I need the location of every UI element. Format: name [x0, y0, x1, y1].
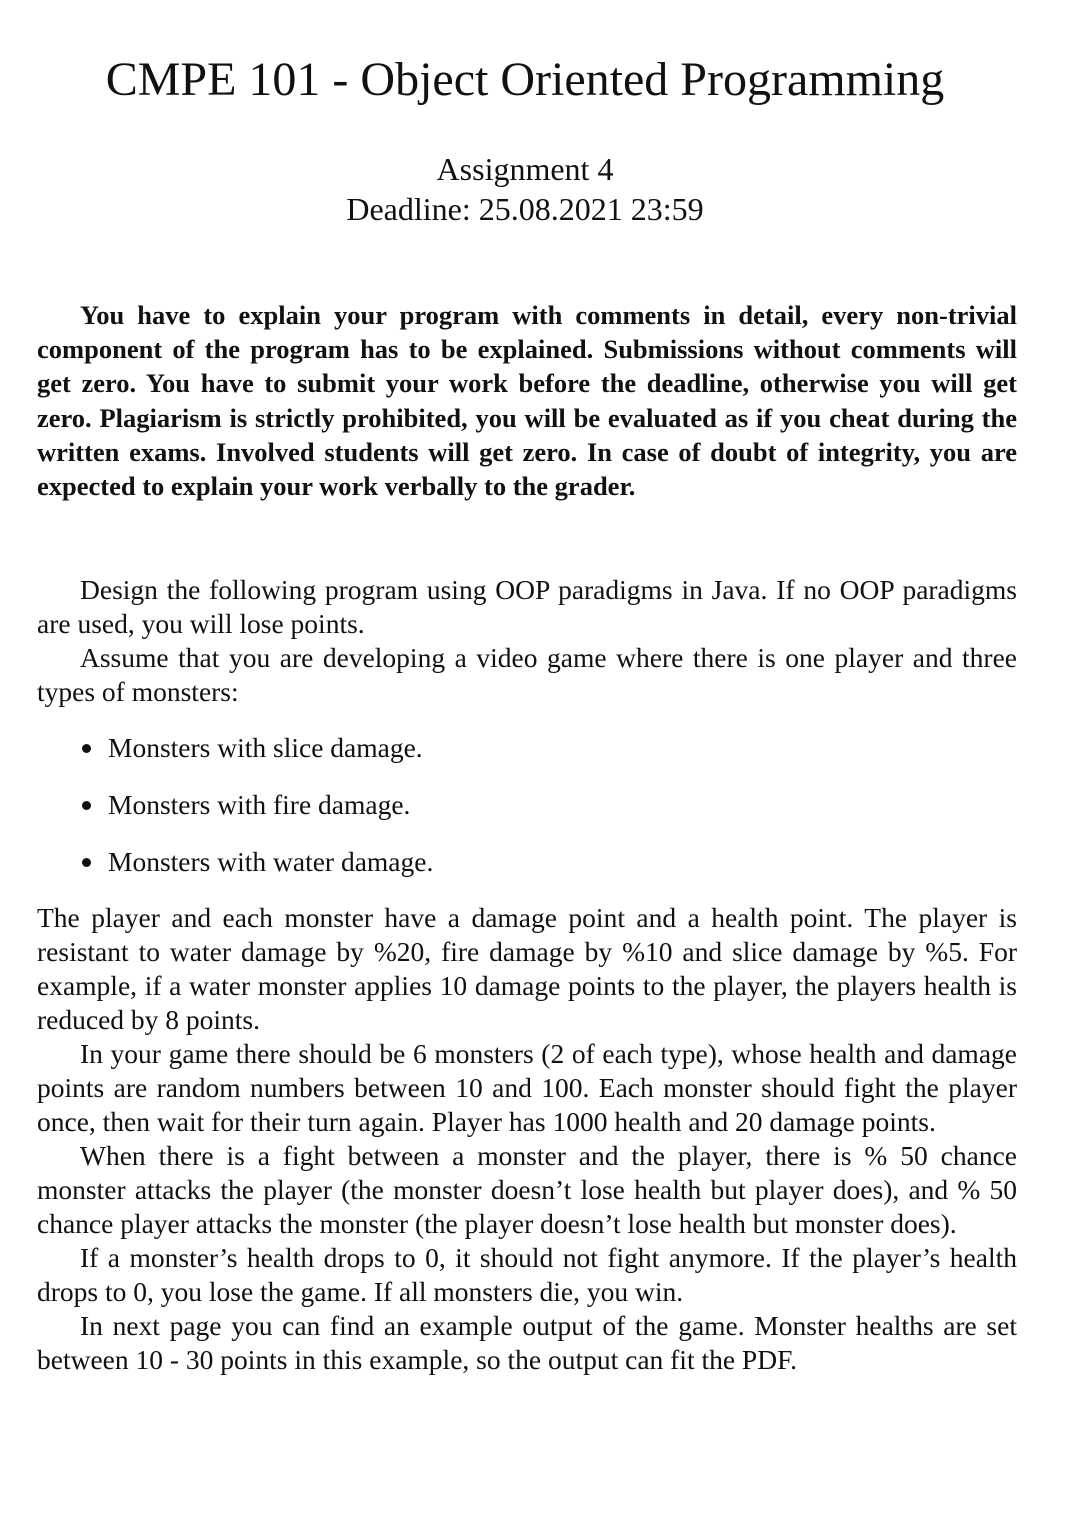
fight-paragraph: When there is a fight between a monster and the player, there is % 50 chance monster attacks the player (the monster doesn’t lose health but player does), and % 50 chance player attacks the monster (the player doesn’t lose health but monster does). [37, 1140, 1017, 1239]
bullet-icon [82, 744, 91, 753]
document-title: CMPE 101 - Object Oriented Programming [105, 53, 945, 106]
bullet-icon [82, 801, 91, 810]
integrity-notice [37, 298, 1017, 503]
assume-paragraph: Assume that you are developing a video game where there is one player and three types of monsters: [37, 642, 1017, 707]
intro-paragraph: Design the following program using OOP paradigms in Java. If no OOP paradigms are used, you will lose points. [37, 574, 1017, 639]
bullet-icon [82, 858, 91, 867]
monster-types-list [37, 731, 1017, 879]
assignment-description [37, 573, 1017, 1377]
next-page-paragraph: In next page you can find an example output of the game. Monster healths are set between 10 - 30 points in this example, so the output can fit the PDF. [37, 1310, 1017, 1375]
list-item-text: Monsters with fire damage. [108, 789, 411, 820]
assignment-deadline: Deadline: 25.08.2021 23:59 [346, 191, 704, 227]
death-paragraph: If a monster’s health drops to 0, it should not fight anymore. If the player’s health drops to 0, you lose the game. If all monsters die, you win. [37, 1242, 1017, 1307]
list-item-text: Monsters with water damage. [108, 846, 434, 877]
assignment-number: Assignment 4 [436, 151, 614, 187]
monsters-paragraph: In your game there should be 6 monsters (2 of each type), whose health and damage points are random numbers between 10 and 100. Each monster should fight the player once, then wait for their turn again. Player has 1000 health and 20 damage points. [37, 1038, 1017, 1137]
list-item [37, 731, 1017, 765]
integrity-notice-text: You have to explain your program with comments in detail, every non-trivial component of the program has to be explained. Submissions without comments will get zero. You have to submit your work before the deadline, otherwise you will get zero. Plagiarism is strictly prohibited, you will be evaluated as if you cheat during the written exams. Involved students will get zero. In case of doubt of integrity, you are expected to explain your work verbally to the grader. [37, 300, 1017, 502]
list-item-text: Monsters with slice damage. [108, 732, 423, 763]
resistance-paragraph: The player and each monster have a damage point and a health point. The player is resistant to water damage by %20, fire damage by %10 and slice damage by %5. For example, if a water monster applies 10 damage points to the player, the players health is reduced by 8 points. [37, 902, 1017, 1035]
list-item [37, 788, 1017, 822]
list-item [37, 845, 1017, 879]
